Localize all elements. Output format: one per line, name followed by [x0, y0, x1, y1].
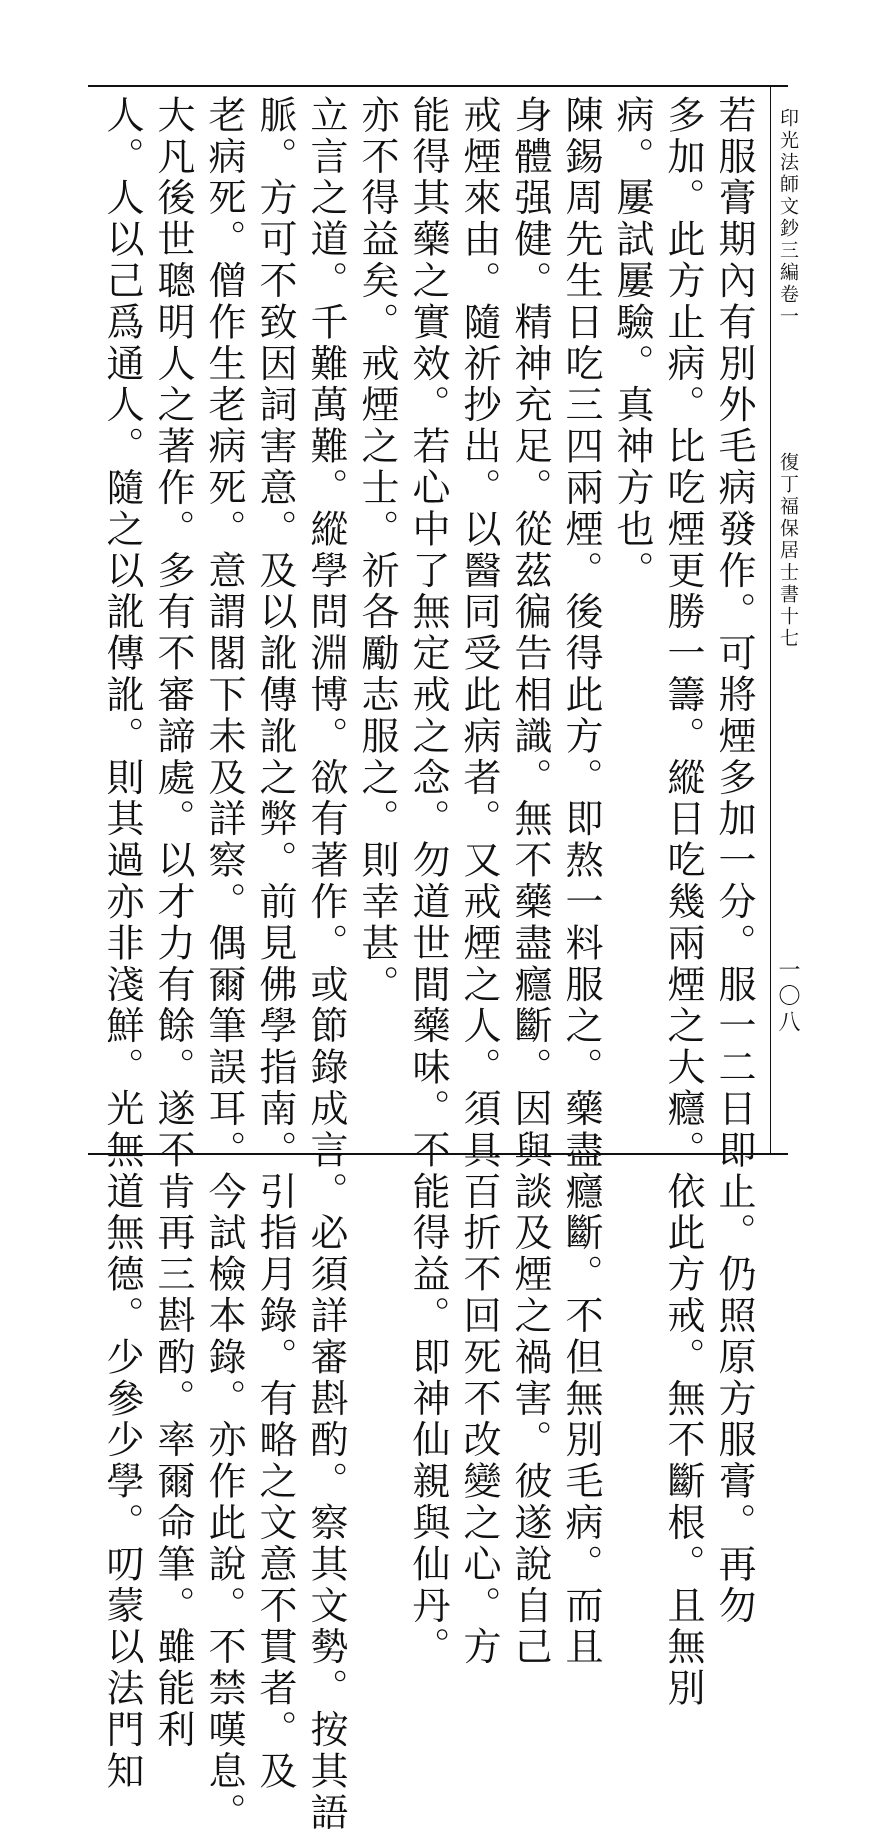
body-text	[100, 95, 758, 1834]
text-column: 大凡後世聰明人之著作。多有不審諦處。以才力有餘。遂不肯再三斟酌。率爾命筆。雖能利	[151, 95, 195, 1751]
text-column: 立言之道。千難萬難。縱學問淵博。欲有著作。或節錄成言。必須詳審斟酌。察其文勢。按其語	[304, 95, 348, 1834]
text-column: 多加。此方止病。比吃煙更勝一籌。縱日吃幾兩煙之大癮。依此方戒。無不斷根。且無別	[661, 95, 705, 1710]
top-border-rule	[88, 85, 788, 87]
text-column: 亦不得益矣。戒煙之士。祈各勵志服之。則幸甚。	[355, 95, 399, 1006]
text-column: 脈。方可不致因詞害意。及以訛傳訛之弊。前見佛學指南。引指月錄。有略之文意不貫者。及	[253, 95, 297, 1793]
margin-divider-line	[770, 86, 771, 1154]
text-column: 老病死。僧作生老病死。意謂閣下未及詳察。偶爾筆誤耳。今試檢本錄。亦作此說。不禁嘆息。	[202, 95, 246, 1834]
text-column: 若服膏期內有別外毛病發作。可將煙多加一分。服一二日即止。仍照原方服膏。再勿	[712, 95, 756, 1627]
text-column: 能得其藥之實效。若心中了無定戒之念。勿道世間藥味。不能得益。即神仙親與仙丹。	[406, 95, 450, 1669]
text-column: 身體强健。精神充足。從茲徧告相識。無不藥盡癮斷。因與談及煙之禍害。彼遂說自己	[508, 95, 552, 1669]
book-title: 印光法師文鈔三編卷一	[777, 108, 799, 328]
text-column: 病。屢試屢驗。真神方也。	[610, 95, 654, 592]
letter-title: 復丁福保居士書十七	[777, 452, 799, 650]
text-column: 人。人以己爲通人。隨之以訛傳訛。則其過亦非淺鮮。光無道無德。少參少學。叨蒙以法門知	[100, 95, 144, 1793]
text-column: 戒煙來由。隨祈抄出。以醫同受此病者。又戒煙之人。須具百折不回死不改變之心。方	[457, 95, 501, 1669]
page-number: 一〇八	[775, 958, 800, 1036]
text-column: 陳錫周先生日吃三四兩煙。後得此方。即熬一料服之。藥盡癮斷。不但無別毛病。而且	[559, 95, 603, 1669]
